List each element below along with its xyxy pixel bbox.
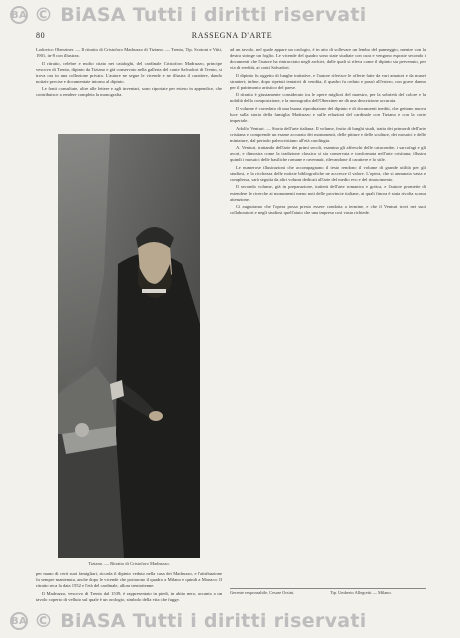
watermark-bottom (10, 608, 450, 634)
left-column-top (36, 47, 222, 131)
logo-letters: BA (11, 9, 27, 21)
paragraph: Ci auguriamo che l'opera possa presto essere condotta a termine, e che il Venturi trovi nei suoi collaboratori e negli studiosi quell'aiuto che una impresa così vasta richiede. (230, 204, 426, 216)
paragraph: Il dipinto fu oggetto di lunghe trattative, e l'autore riferisce le offerte fatte da vari amatori e da musei stranieri; infine, dopo ripetuti tentativi di vendita, il quadro fu ceduto e passò all'estero, con grave danno per il patrimonio artistico del paese. (230, 72, 426, 90)
biasa-logo-icon (10, 6, 28, 24)
paragraph: Le fonti consultate, oltre alle lettere e agli inventari, sono riportate per esteso in appendice, che contribuisce a rendere completa la monografia. (36, 86, 222, 98)
paragraph: per mano di certi suoi famigliari, ricorda il dipinto veduto nella casa dei Madruzzo, e l'attribuzione fu sempre mantenuta, anche dopo le vicende che portarono il quadro a Milano e quindi a Monaco. Il ritratto reca la data 1552 e l'età del cardinale, allora trentottenne. (36, 571, 222, 589)
footer-rule (230, 588, 426, 589)
figure-caption: Tiziano. — Ritratto di Cristoforo Madruzzo. (88, 561, 170, 566)
running-title: RASSEGNA D'ARTE (191, 31, 273, 40)
portrait-image (58, 134, 200, 558)
left-column-bottom (36, 571, 222, 611)
watermark-top (10, 2, 450, 28)
paragraph: Il ritratto è giustamente considerato tra le opere migliori del maestro, per la sobrietà del colore e la nobiltà della composizione, e la monografia dell'Oberziner ne dà una descrizione accurata. (230, 92, 426, 104)
biasa-logo-icon (10, 612, 28, 630)
paragraph: Il Madruzzo, vescovo di Trento dal 1539, è rappresentato in piedi, in abito nero, accanto a un tavolo coperto di velluto sul quale è un orologio, simbolo della vita che fugge. (36, 590, 222, 602)
review-heading-paragraph: Adolfo Venturi. — Storia dell'arte italiana. Il volume, frutto di lunghi studi, tratta dei primordi dell'arte cristiana e comprende un esame accurato dei monumenti, delle pitture e delle sculture, dei mosaici e delle miniature, dal periodo paleocristiano all'età carolingia. (230, 125, 426, 143)
footer-printer: Tip. Umberto Allegretti — Milano. (330, 590, 392, 595)
paragraph: Il secondo volume, già in preparazione, tratterà dell'arte romanica e gotica, e l'autore promette di estendere le ricerche ai monumenti meno noti delle provincie italiane, ai quali finora è stata rivolta scarsa attenzione. (230, 184, 426, 202)
page-number: 80 (36, 31, 46, 40)
page-header (36, 31, 428, 43)
footer-publisher: Gerente responsabile, Cesare Orsini. (230, 590, 295, 595)
paragraph: Il ritratto, celebre e molto citato nei cataloghi, del cardinale Cristoforo Madruzzo, principe vescovo di Trento, dipinto da Tiziano e già conservato nella galleria del conte Salvadori di Trento, si trova ora in una collezione privata. L'autore ne segue le vicende e ne illustra il carattere, dando notizie precise e documentate intorno al dipinto. (36, 60, 222, 84)
review-heading-paragraph: Lodovico Oberziner. — Il ritratto di Cristoforo Madruzzo di Tiziano. — Trento, Tip. Scotoni e Vitti, 1901, in-8 con illustraz. (36, 47, 222, 59)
logo-letters: BA (11, 615, 27, 627)
paragraph: ad un tavolo, nel quale appare un orologio, è in atto di sollevare un lembo del panneggio, mentre con la destra stringe un foglio. Le vicende del quadro sono state studiate con cura e vengono esposte secondo i documenti che l'autore ha rintracciato negli archivi, dalle quali si rileva come il dipinto sia pervenuto, per via di eredità, ai conti Salvadori. (230, 47, 426, 71)
right-column (230, 47, 426, 578)
portrait-illustration (58, 134, 200, 558)
watermark-text: © BiASA Tutti i diritti riservati (34, 4, 367, 26)
paragraph: A. Venturi, trattando dell'arte dei primi secoli, esamina gli affreschi delle catacombe, i sarcofagi e gli avori, e dimostra come la tradizione classica si sia conservata e trasformata nell'arte cristiana; illustra quindi i mosaici delle basiliche romane e ravennati, rilevandone il carattere e lo stile. (230, 145, 426, 163)
paragraph: Il volume è corredato di una buona riproduzione del dipinto e di documenti inediti, che gettano nuova luce sulla storia della famiglia Madruzzo e sulle relazioni del cardinale con Tiziano e con la corte imperiale. (230, 105, 426, 124)
paragraph: Le numerose illustrazioni che accompagnano il testo rendono il volume di grande utilità per gli studiosi, e la ricchezza delle notizie bibliografiche ne accresce il valore. L'opera, che si annunzia vasta e complessa, sarà seguita da altri volumi dedicati all'arte del medio evo e del rinascimento. (230, 164, 426, 182)
watermark-text: © BiASA Tutti i diritti riservati (34, 610, 367, 632)
